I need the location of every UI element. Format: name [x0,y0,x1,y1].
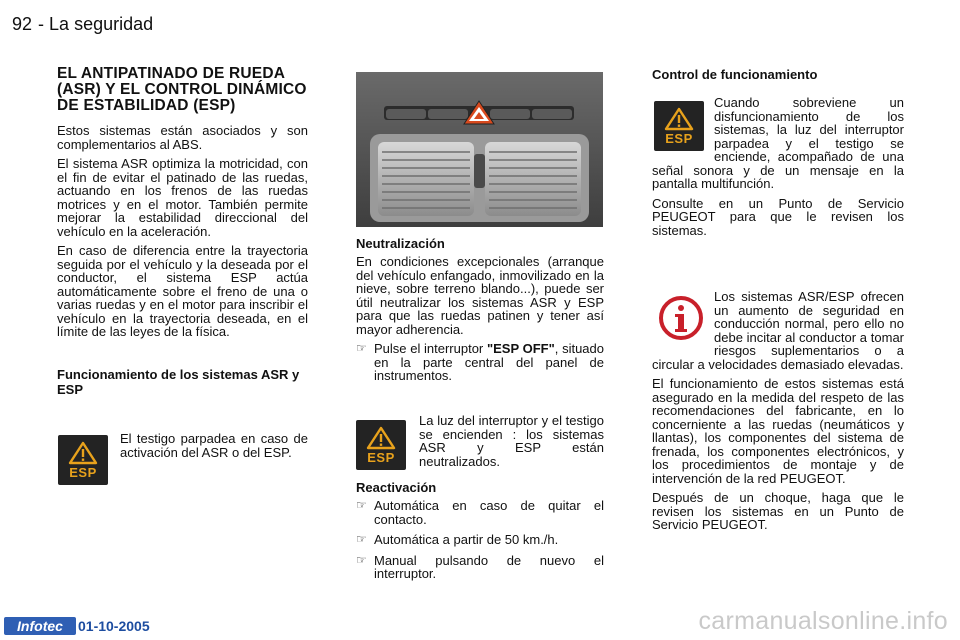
intro-paragraph: Estos sistemas están asociados y son complementarios al ABS. [57,123,308,152]
manufacturer-paragraph: El funcionamiento de estos sistemas está asegurado en la medida del respeto de las recomendaciones del fabricante, en lo concerniente a las ruedas (neumáticos y llantas), los componentes del sistema de frenada, los componentes electrónicos, y los procedimientos de montaje y de intervención de la red PEUGEOT. [652,376,904,486]
esp-icon-label: ESP [69,465,97,480]
infotec-logo: Infotec [4,617,76,635]
operation-subheading: Funcionamiento de los sistemas ASR y ESP [57,366,300,397]
safety-notice: Los sistemas ASR/ESP ofrecen un aumento de seguridad en conducción normal, pero ello no debe incitar al conductor a tomar riesgos suplementarios o a circular a velocidades demasiado elevadas. [652,289,904,372]
neutralization-heading: Neutralización [356,236,445,251]
reactivation-item-text: Manual pulsando de nuevo el interruptor. [374,552,604,581]
info-section [652,290,904,538]
esp-icon-label: ESP [665,131,693,146]
bullet-text-end: , situado en la parte central del panel de instrumentos. [374,341,604,383]
neutralization-paragraph: En condiciones excepcionales (arranque del vehículo enfangado, inmovilizado en la nieve, sobre terreno blando...), puede ser útil neutralizar los sistemas ASR y ESP para que las ruedas patinen y tener así mayor adherencia. [356,254,604,337]
section-title: La seguridad [49,14,154,34]
pointing-hand-icon: ☞ [356,532,367,546]
malfunction-paragraph: Cuando sobreviene un disfuncionamiento de los sistemas, la luz del interruptor parpadea y el testigo se enciende, acompañado de una señal sonora y de un mensaje en la pantalla multifunción. [652,95,904,191]
control-section [652,96,904,243]
reactivation-item [356,499,604,526]
pointing-hand-icon: ☞ [356,341,367,355]
column-middle [356,236,604,390]
reactivation-heading: Reactivación [356,480,437,495]
bullet-text-start: Pulse el interruptor [374,341,487,356]
print-date: 01-10-2005 [78,618,150,634]
section-heading: EL ANTIPATINADO DE RUEDA (ASR) Y EL CONTROL DINÁMICO DE ESTABILIDAD (ESP) [57,65,307,114]
esp-warning-icon-neutralized [356,420,406,470]
esp-paragraph: En caso de diferencia entre la trayectoria seguida por el vehículo y la deseada por el conductor, el sistema ESP actúa automáticamente sobre el freno de una o varias ruedas y en el motor para inscribir el vehículo en la trayectoria deseada, en el límite de las leyes de la física. [57,243,308,339]
esp-icon-label: ESP [367,450,395,465]
service-paragraph: Consulte en un Punto de Servicio PEUGEOT para que le revisen los sistemas. [652,195,904,238]
after-crash-paragraph: Después de un choque, haga que le revisen los sistemas en un Punto de Servicio PEUGEOT. [652,490,904,532]
warning-triangle-icon [68,441,98,465]
warning-lamp-text: El testigo parpadea en caso de activación del ASR o del ESP. [120,431,308,460]
pointing-hand-icon: ☞ [356,552,367,567]
reactivation-item [356,554,604,581]
reactivation-item-text: Automática a partir de 50 km./h. [374,532,559,547]
warning-triangle-icon [366,426,396,450]
header-separator: - [38,14,45,34]
control-heading: Control de funcionamiento [652,67,818,82]
reactivation-section [356,480,604,588]
column-left [57,66,308,397]
dashboard-photo [356,72,603,227]
esp-warning-icon [58,435,108,485]
page-header [12,14,153,35]
reactivation-item [356,533,604,547]
esp-off-bullet [356,342,604,383]
pointing-hand-icon: ☞ [356,498,367,512]
asr-paragraph: El sistema ASR optimiza la motricidad, con el fin de evitar el patinado de las ruedas, actuando en los frenos de las ruedas motrices y en el motor. También permite mejorar la estabilidad direccional del vehículo en la aceleración. [57,156,308,239]
watermark: carmanualsonline.info [698,607,948,635]
reactivation-item-text: Automática en caso de quitar el contacto. [374,498,604,527]
page-number: 92 [12,14,33,34]
esp-off-switch-label: "ESP OFF" [486,341,555,356]
neutralized-icon-text: La luz del interruptor y el testigo se encienden : los sistemas ASR y ESP están neutralizados. [419,413,604,469]
